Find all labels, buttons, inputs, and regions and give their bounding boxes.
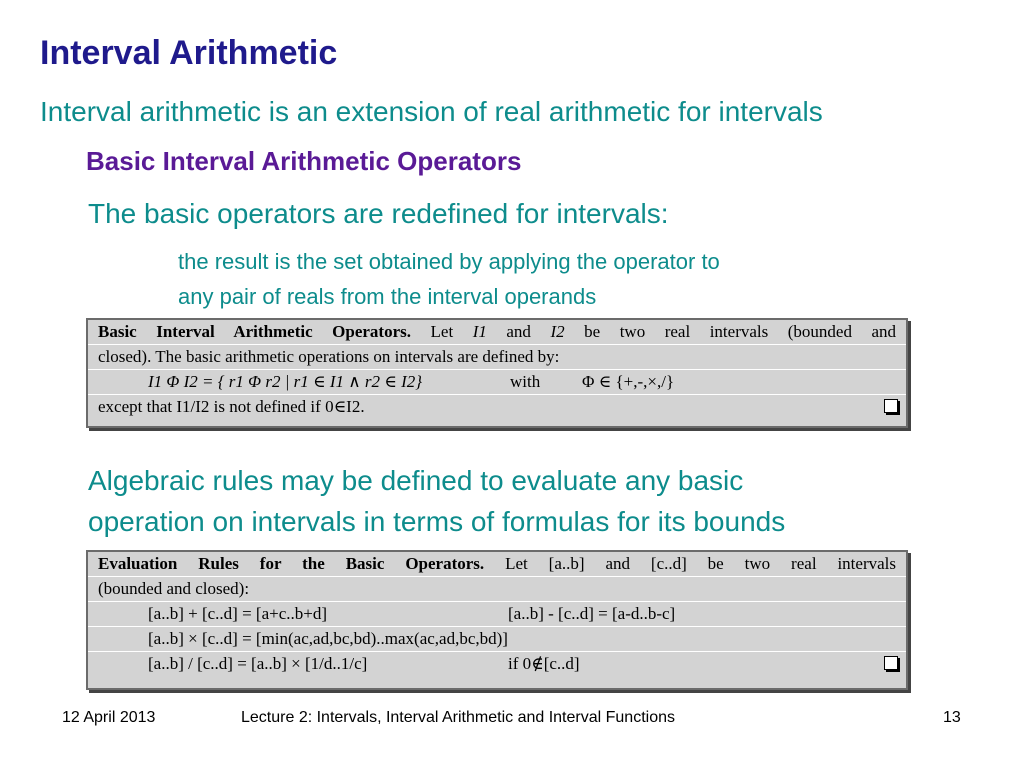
box1-desc-line-1: Basic Interval Arithmetic Operators. Let I1 and I2 be two real intervals (bounded and	[88, 320, 906, 345]
box1-desc-line-2: closed). The basic arithmetic operations on intervals are defined by:	[88, 345, 906, 370]
bullet-intro: Interval arithmetic is an extension of real arithmetic for intervals	[40, 96, 823, 127]
definition-box-operators	[86, 318, 908, 428]
definition-box-evaluation	[86, 550, 908, 690]
sub-bullet-line-1: the result is the set obtained by applying the operator to	[178, 249, 720, 274]
sub-bullet-result	[178, 244, 720, 314]
slide-title: Interval Arithmetic	[40, 34, 338, 72]
box2-mul-row	[88, 627, 906, 652]
footer-lecture-title: Lecture 2: Intervals, Interval Arithmetic and Interval Functions	[241, 709, 675, 726]
rule-subtraction: [a..b] - [c..d] = [a-d..b-c]	[508, 604, 676, 623]
rule-division-condition: if 0∉[c..d]	[508, 654, 580, 673]
box1-with: with	[510, 372, 541, 391]
box1-heading: Basic Interval Arithmetic Operators.	[98, 322, 412, 341]
sub-bullet-line-2: any pair of reals from the interval operands	[178, 284, 597, 309]
rule-multiplication: [a..b] × [c..d] = [min(ac,ad,bc,bd)..max(ac,ad,bc,bd)]	[148, 629, 508, 648]
rule-addition: [a..b] + [c..d] = [a+c..b+d]	[148, 604, 327, 623]
footer-page-number: 13	[943, 709, 961, 726]
box1-phi-set: Φ ∈ {+,-,×,/}	[582, 372, 675, 391]
box2-add-sub-row	[88, 602, 906, 627]
bullet-line-2: operation on intervals in terms of formulas for its bounds	[88, 506, 786, 537]
rule-division: [a..b] / [c..d] = [a..b] × [1/d..1/c]	[148, 654, 368, 673]
bullet-operators: The basic operators are redefined for intervals:	[88, 198, 669, 229]
box2-div-row	[88, 652, 906, 676]
qed-box-icon	[884, 656, 898, 670]
box2-desc-line-2: (bounded and closed):	[88, 577, 906, 602]
box2-desc-line-1: Evaluation Rules for the Basic Operators. Let [a..b] and [c..d] be two real intervals	[88, 552, 906, 577]
box1-formula-row	[88, 370, 906, 395]
box1-except: except that I1/I2 is not defined if 0∈I2.	[98, 397, 365, 416]
box1-formula: I1 Φ I2 = { r1 Φ r2 | r1 ∈ I1 ∧ r2 ∈ I2}	[148, 372, 423, 391]
qed-box-icon	[884, 399, 898, 413]
box2-heading: Evaluation Rules for the Basic Operators.	[98, 554, 485, 573]
box1-except-row	[88, 395, 906, 419]
section-heading: Basic Interval Arithmetic Operators	[86, 146, 522, 176]
footer-date: 12 April 2013	[62, 709, 156, 726]
bullet-algebraic-rules	[88, 460, 785, 542]
bullet-line-1: Algebraic rules may be defined to evaluate any basic	[88, 465, 744, 496]
